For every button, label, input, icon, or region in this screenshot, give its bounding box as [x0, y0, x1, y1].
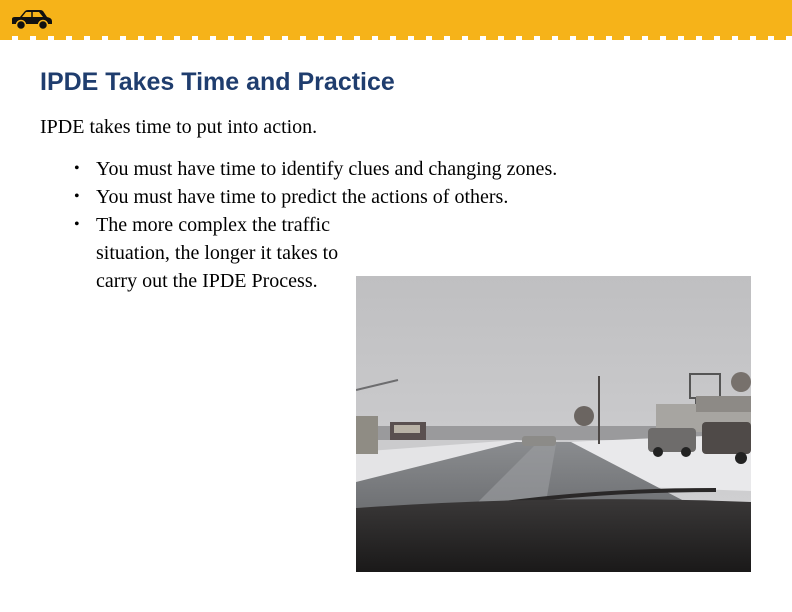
slide-title: IPDE Takes Time and Practice — [40, 68, 395, 96]
bullet-item: • The more complex the traffic situation, the longer it takes to carry out the IPDE Process. — [96, 211, 346, 295]
slide-intro: IPDE takes time to put into action. — [40, 116, 318, 138]
header-bar — [0, 0, 792, 36]
bullet-item: • You must have time to predict the actions of others. — [96, 183, 616, 211]
car-icon — [10, 8, 54, 30]
bullet-item: • You must have time to identify clues and changing zones. — [96, 155, 616, 183]
header-dashed-border — [0, 36, 792, 40]
bullet-list — [96, 155, 616, 295]
snowy-road-photo — [356, 276, 751, 572]
